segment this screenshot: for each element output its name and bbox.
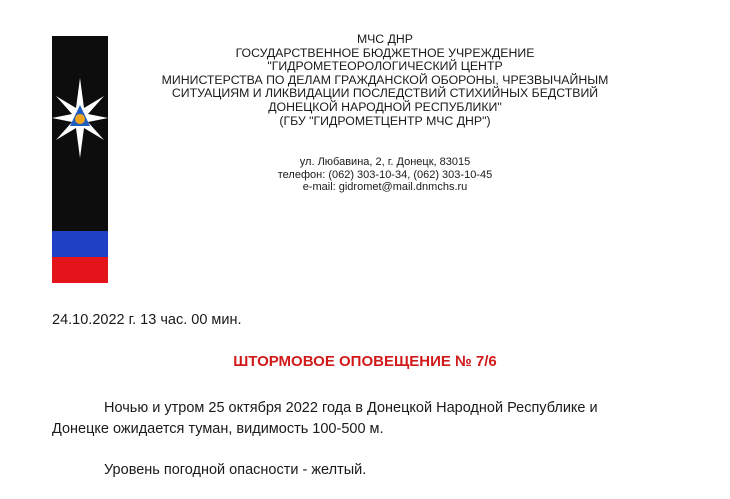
- contact-block: [220, 156, 550, 194]
- mchs-star-emblem-icon: [52, 78, 108, 158]
- document-datetime: 24.10.2022 г. 13 час. 00 мин.: [52, 312, 242, 328]
- organization-header: [120, 33, 650, 128]
- emblem-center: [75, 114, 85, 124]
- header-line: ГОСУДАРСТВЕННОЕ БЮДЖЕТНОЕ УЧРЕЖДЕНИЕ: [235, 45, 535, 60]
- forecast-line-2: Донецке ожидается туман, видимость 100-500 м.: [52, 421, 384, 437]
- alert-title: ШТОРМОВОЕ ОПОВЕЩЕНИЕ № 7/6: [233, 353, 497, 370]
- flag-stripe-blue: [52, 231, 108, 257]
- header-line: МИНИСТЕРСТВА ПО ДЕЛАМ ГРАЖДАНСКОЙ ОБОРОНЫ, ЧРЕЗВЫЧАЙНЫМ: [161, 72, 609, 87]
- flag-stripe-red: [52, 257, 108, 283]
- forecast-line-1: Ночью и утром 25 октября 2022 года в Донецкой Народной Республике и: [104, 400, 598, 416]
- mchs-emblem: [52, 36, 108, 283]
- forecast-paragraph: [52, 398, 692, 440]
- header-line: "ГИДРОМЕТЕОРОЛОГИЧЕСКИЙ ЦЕНТР: [267, 59, 503, 74]
- header-line: ДОНЕЦКОЙ НАРОДНОЙ РЕСПУБЛИКИ": [268, 99, 502, 114]
- phone: телефон: (062) 303-10-34, (062) 303-10-45: [277, 168, 493, 181]
- danger-level: Уровень погодной опасности - желтый.: [104, 462, 367, 478]
- header-line: (ГБУ "ГИДРОМЕТЦЕНТР МЧС ДНР"): [279, 113, 491, 128]
- email: e-mail: gidromet@mail.dnmchs.ru: [302, 181, 468, 194]
- header-line: МЧС ДНР: [356, 32, 413, 46]
- address: ул. Любавина, 2, г. Донецк, 83015: [299, 156, 471, 168]
- header-line: СИТУАЦИЯМ И ЛИКВИДАЦИИ ПОСЛЕДСТВИЙ СТИХИЙНЫХ БЕДСТВИЙ: [171, 86, 599, 101]
